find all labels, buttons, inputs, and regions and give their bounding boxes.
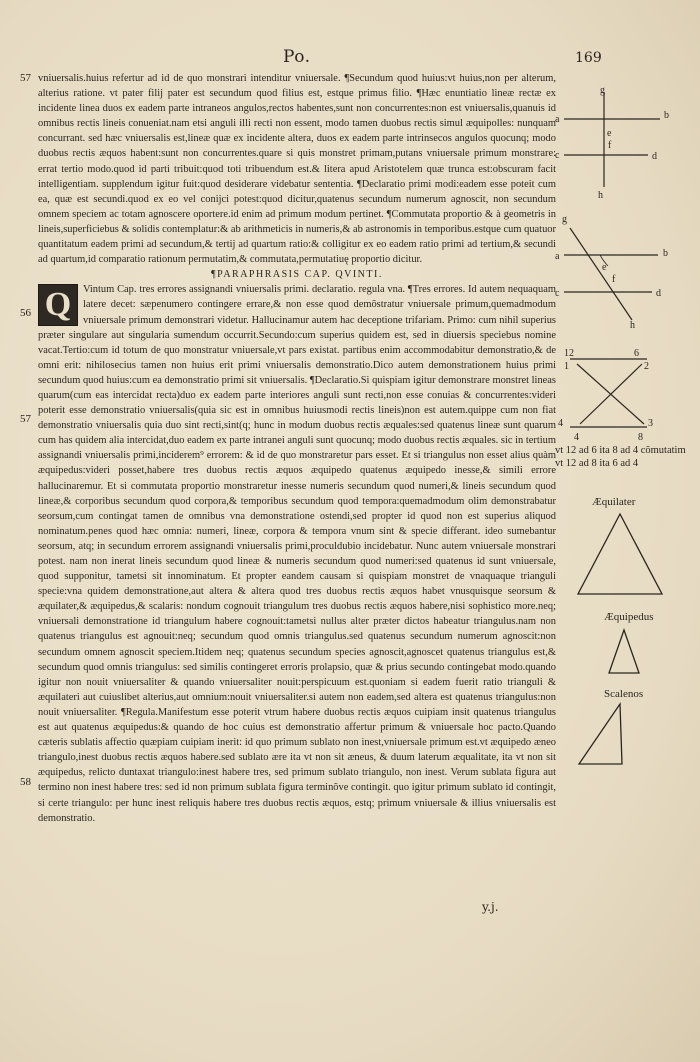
fig-label: d [656,288,661,299]
fig-label: 3 [648,418,653,429]
catchword: y.j. [482,900,499,914]
line-number: 57 [20,413,31,425]
scalene-triangle [576,702,626,768]
paragraph: vniuersalis.huius refertur ad id de quo monstrari intenditur vniuersale. ¶Secundum quod huius:vt huius,non per alterum, alterius ratione. vt pater filij pater est secundum quod filius est, estque primus filio. ¶Hæc enuntiatio lineæ rectæ ex incidente linea duos ex eadem parte intraneos angulos,rectos habentes,sunt non concurrentes:non est vniuersalis,quanuis id omnibus rectis lineis conueniat.nam etsi anguli illi recti non essent, modo tamen duobus rectis simul æquipolles: nunquam concurrant. sed hæc vniuersalis est,lineæ quæ ex incidente altera, duos ex eadem parte intrinsecos angulos quocunq; modo duobus rectis æquos habent:sunt non concurrentes.quare si quis monstret primam,putans vniuersale primum monstrare: errat tertio modo.quod id parti tribuit:quod toti tribuendum est.& litera apud Aristotelem quæ trunca est:obscuram facit intelligentiam. supplendum igitur fuit:quod desiderare videbatur sententia. ¶Declaratio primi modi:eadem esse poteit cum ea, quæ est secundi.quod ex eo vel conijci potest:quod dicitur,quatenus secundum numerum agnoscit, non secundum omnem speciem ac totam agnoscere oportere.id enim ad primum modum pertinet. ¶Commutata proportio & à geometris in lineis,superficiebus & solidis contemplatur:& ab arithmeticis in numeris,& ab astronomis in temporibus.estque cum quatuor quantitatum eadem primi ad secundum,& tertij ad quartum ratio:& colligitur ex eo eadem ratio primi ad tertium,& secundi ad quartum,id comparatio rationum permutatim,& commutata,permutatiuę proportio dicitur. [38,73,556,266]
fig-label: 4 [574,432,579,443]
fig-label: f [608,140,612,151]
figure-parallel-perpendicular [552,82,692,200]
equilateral-triangle [574,510,666,598]
fig-label: 12 [564,348,574,359]
fig-label: c [555,150,560,161]
figure-proportion [552,344,692,444]
running-head: Po. [283,47,311,67]
paragraph: Vintum Cap. tres errores assignandi vniuersalis primi. declaratio. regula vna. ¶Tres errores. Id autem nequaquam latere decet: sæpenumero contingere errare,& non esse quod demõstratur vniuersale primum,quemadmodum vniuersale primum demonstrari videtur. Hallucinamur autem hac deceptione trifariam. Primo: cum nihil superius præter singulare aut singularia sumendum occurrit.Secundo:cum superius quidem est, sed in diuersis speciebus nomine vacat.Tertio:cum id totum de quo monstratur vniuersale,vt pars existat. partibus enim accommodabitur demonstratio,& de omni erit: nihilosecius tamen non huius erit primi vniuersalis demonstratio.Dico autem demonstrationem huius primi secundum quod huius:cum ea demonstratio primi sit vniuersalis. ¶Declaratio.Si quispiam igitur demonstrare monstret lineas quarum(cum eas intercidat recta)duo ex eadem parte interiores anguli sunt recti,non esse conuias & concurrentes:videri poterit esse demonstratio vniuersalis(quia sic est in omnibus huiusmodi rectis lineis)non est autem.quippe cum non fiat demonstratio vniuersalis quia duo sint recti,sint(q; hunc in modum duobus rectis æquales:sed quatenus lineæ sunt quarum cum has quidem alia intercidat,duo eadem ex parte intranei anguli sunt quocunq; modo duobus rectis æquales. sic in tertium assignandi vniuersalis primi,inciderem⁹ errorem: & id de quo monstraretur pars esset. Et si triangulus non esset alius quàm æquipedus:videri posset,habere tres duobus rectis æquos æquipedo quatenus æquipedo inesse,& simili errore hallucinaremur. Et si commutata proportio monstraretur inesse numeris secundum quod numeri,& lineis secundum quod lineæ,& corporibus secundum quod corpora,& temporibus secundum quod tempora:quemadmodum olim demonstrabatur seorsum,cum contingat tamen de omnibus vna demonstratione ostendi,sed propter id quod non est superius aliquod nominatum.penes quod hæc omnia: numeri, lineæ, corpora & tempora vnum sint & specie differant. ideo sumebantur seorsum, atq; in secundum errorem assignandi vniuersalis primi,proculdubio incidebatur. Nunc autem vniuersale monstrari potest. nam non inerat lineis secundum quod lineæ & numeris secundum quod numeri:sed quatenus id sunt vniuersale, quod supponitur, tametsi sit innominatum. Et propter eandem causam si quispiam monstret de vnaquaque trianguli specie:vna quidem demonstratione,aut altera & altera quod tres duobus rectis æquos habet vnusquisque seorsum & æquilater,& æquipedus,& scalaris: nondum cognouit triangulum tres duobus rectis æquos habere,nisi sophistico more.neq; vniuersali demonstratione id triangulum habere cognouit:tametsi nullus alter præter dictos habeatur triangulus.nam non quatenus triangulus est agnouit:neq; secundum quod omnis triangulus.sed quatenus secundum numerum agnoscit:non secundum omnem agnoscit speciem.Itidem neq; quatenus secundum species agnoscit,agnoscet quatenus triangulus est,& secundum quod omnis triangulus: sed similis contingeret erroris prolapsio, quæ & prius secundo contingebat modo.quando igitur non nouit vniuersaliter & quando vniuersaliter nouit:perspicuum est.quoniam si eadem fuerit ratio trianguli & æquilateri aut cuiuslibet alterius,aut omnium:nouit vniuersaliter.si autem non eadem,sed altera est quatenus triangulus:non nouit vniuersaliter. ¶Regula.Manifestum esse poterit vtrum habere duobus rectis æquos cuipiam insit quatenus triangulus est aut quatenus æquipedus:& quando de hoc cuius est demonstratio affertur primum & vniuersale hoc pacto.Quando cæteris sublatis affectio quæpiam cuipiam inerit: id quo primum sublato non inest,vniuersale primum est.vt æquipedo æneo triangulo,inest duobus rectis æquos habere.sed sublato ære ita vt non sit æneus, & duum laterum æqualitate, ita vt non sit æquipedus, relicto duntaxat triangulo:inest habere tres, sed primum sublato triangulo, non inest. Verum sublata figura aut termino non inest habere tres: sed id non primum sublata figura terminõve contingit. quo igitur primum sublato id contingit, si certe triangulo: per hunc inest reliquis habere tres duobus rectis æquos, estq; primum vniuersale & illius vniuersalis est demonstratio. [38,284,556,824]
fig-label: h [630,320,635,331]
fig-label: f [612,274,616,285]
fig-label: a [555,114,560,125]
isosceles-triangle [606,628,642,676]
triangle-label: Æquipedus [604,611,654,623]
fig-label: b [664,110,669,121]
fig-label: 6 [634,348,639,359]
fig-label: 1 [564,361,569,372]
fig-label: e [607,128,612,139]
proportion-note: vt 12 ad 6 ita 8 ad 4 cõmutatim vt 12 ad 8 ita 6 ad 4 [555,445,686,469]
line-number: 58 [20,776,31,788]
triangle-label: Æquilater [592,496,636,508]
triangle-label: Scalenos [604,688,644,700]
fig-label: g [562,214,567,225]
fig-label: 4 [558,418,563,429]
fig-label: c [555,288,560,299]
line-number: 56 [20,307,31,319]
body-text [38,71,556,826]
section-caption: ¶PARAPHRASIS CAP. QVINTI. [211,269,383,281]
fig-label: h [598,190,603,200]
fig-label: 8 [638,432,643,443]
page-number: 169 [575,50,602,66]
fig-label: e [602,262,607,273]
fig-label: b [663,248,668,259]
figure-transversal [552,210,692,332]
fig-label: d [652,151,657,162]
fig-label: g [600,85,605,96]
drop-cap: Q [38,284,78,326]
fig-label: a [555,251,560,262]
fig-label: 2 [644,361,649,372]
line-number: 57 [20,72,31,84]
